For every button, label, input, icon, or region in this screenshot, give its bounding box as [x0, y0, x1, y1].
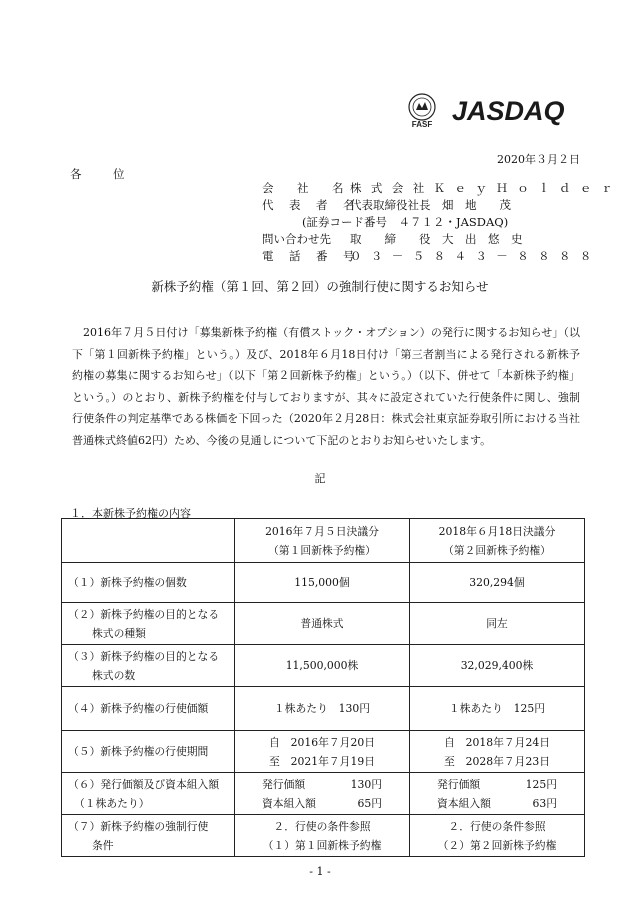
- header-col2-line2: （第２回新株予約権）: [443, 543, 551, 557]
- row7-value1-line2: （１）第１回新株予約権: [262, 838, 382, 852]
- emblem-label: FASF: [411, 120, 433, 129]
- company-name-value: 株式会社ＫｅｙＨｏｌｄｅｒ: [350, 181, 622, 195]
- table-row: [62, 603, 585, 645]
- stock-code-row: [262, 214, 582, 230]
- row4-value1: １株あたり 130円: [235, 687, 410, 731]
- row7-value2-line2: （２）第２回新株予約権: [437, 838, 557, 852]
- row5-value2-to: 至 2028年７月23日: [444, 754, 550, 768]
- stock-code-value: (証券コード番号 ４７１２・JASDAQ): [302, 215, 509, 229]
- row6-label: [62, 773, 235, 815]
- table-row: [62, 731, 585, 773]
- row3-value2: 32,029,400株: [410, 645, 585, 687]
- row6-value2: [410, 773, 585, 815]
- header-col2-line1: 2018年６月18日決議分: [438, 524, 556, 538]
- representative-label: 代 表 者 名: [262, 198, 357, 212]
- row5-value1-to: 至 2021年７月19日: [269, 754, 375, 768]
- row5-value1-from: 自 2016年７月20日: [269, 735, 375, 749]
- row7-value2: [410, 815, 585, 857]
- issue-date: 2020年３月２日: [497, 153, 580, 166]
- row6-value1-issue: 130円: [350, 777, 382, 791]
- row6-value2-issue-label: 発行価額: [437, 777, 481, 791]
- contact-label: 問い合わせ先: [262, 232, 331, 246]
- table-row: [62, 687, 585, 731]
- phone-label: 電 話 番 号: [262, 249, 357, 263]
- row3-label-line2: 株式の数: [92, 668, 136, 682]
- row2-label-line2: 株式の種類: [92, 626, 146, 640]
- body-paragraph: 2016年７月５日付け「募集新株予約権（有償ストック・オプション）の発行に関するお知らせ」（以下「第１回新株予約権」という。）及び、2018年６月18日付け「第三者割当による発行される新株予約権の募集に関するお知らせ」（以下「第２回新株予約権」という。）（以下、併せて「本新株予約権」という。）のとおり、新株予約権を付与しておりますが、其々に設定されていた行使条件に関し、強制行使条件の判定基準である株価を下回った（2020年２月28日：株式会社東京証券取引所における当社普通株式終値62円）ため、今後の見通しについて下記のとおりお知らせいたします。: [72, 326, 580, 447]
- row3-value1: 11,500,000株: [235, 645, 410, 687]
- row3-label: [62, 645, 235, 687]
- row7-label: [62, 815, 235, 857]
- table-row: [62, 815, 585, 857]
- table-header-row: [62, 519, 585, 563]
- fasf-emblem-icon: [398, 90, 446, 130]
- table-row: [62, 645, 585, 687]
- header-col2: [410, 519, 585, 563]
- representative-value: 代表取締役社長 畑 地 茂: [350, 198, 511, 212]
- table-row: [62, 563, 585, 603]
- row7-value1: [235, 815, 410, 857]
- recipients: 各 位: [70, 167, 135, 181]
- table-row: [62, 773, 585, 815]
- row6-value1-capital-label: 資本組入額: [262, 796, 316, 810]
- phone-value: ０３－５８４３－８８８８: [350, 249, 601, 263]
- row6-value1-issue-label: 発行価額: [262, 777, 306, 791]
- company-name-label: 会 社 名: [262, 181, 350, 195]
- jasdaq-wordmark: JASDAQ: [452, 96, 565, 126]
- row6-value2-capital: 63円: [532, 796, 557, 810]
- row7-value1-line1: ２．行使の条件参照: [273, 819, 371, 833]
- ki-marker: 記: [314, 472, 326, 485]
- row2-value2: 同左: [410, 603, 585, 645]
- row6-label-line1: （６）発行価額及び資本組入額: [68, 777, 220, 791]
- page-number: - 1 -: [309, 865, 331, 878]
- contact-value: 取 締 役 大 出 悠 史: [350, 232, 523, 246]
- row3-label-line1: （３）新株予約権の目的となる: [68, 649, 220, 663]
- row4-value2: １株あたり 125円: [410, 687, 585, 731]
- row2-label: [62, 603, 235, 645]
- row5-label: （５）新株予約権の行使期間: [62, 731, 235, 773]
- row2-value1: 普通株式: [235, 603, 410, 645]
- company-name-row: [262, 180, 622, 196]
- row4-label: （４）新株予約権の行使価額: [62, 687, 235, 731]
- row6-value2-capital-label: 資本組入額: [437, 796, 491, 810]
- header-col1: [235, 519, 410, 563]
- row6-value1: [235, 773, 410, 815]
- jasdaq-logo: [450, 90, 580, 130]
- row6-value1-grid: [262, 775, 382, 813]
- row2-label-line1: （２）新株予約権の目的となる: [68, 607, 220, 621]
- row6-value1-capital: 65円: [357, 796, 382, 810]
- row5-value2-from: 自 2018年７月24日: [444, 735, 550, 749]
- header-blank-cell: [62, 519, 235, 563]
- row6-label-line2: （１株あたり）: [74, 796, 150, 810]
- row6-value2-grid: [437, 775, 557, 813]
- contact-row: [262, 231, 582, 247]
- section-heading: １．本新株予約権の内容: [70, 507, 191, 520]
- row6-value2-issue: 125円: [525, 777, 557, 791]
- header-col1-line2: （第１回新株予約権）: [268, 543, 376, 557]
- stock-option-table: [61, 518, 585, 857]
- row1-label: （１）新株予約権の個数: [62, 563, 235, 603]
- row7-label-line2: 条件: [92, 838, 114, 852]
- document-title: 新株予約権（第１回、第２回）の強制行使に関するお知らせ: [151, 279, 489, 294]
- row1-value1: 115,000個: [235, 563, 410, 603]
- phone-row: [262, 248, 601, 264]
- row7-label-line1: （７）新株予約権の強制行使: [68, 819, 209, 833]
- representative-row: [262, 197, 582, 213]
- row5-value2: [410, 731, 585, 773]
- row1-value2: 320,294個: [410, 563, 585, 603]
- header-col1-line1: 2016年７月５日決議分: [265, 524, 379, 538]
- row7-value2-line1: ２．行使の条件参照: [448, 819, 546, 833]
- row5-value1: [235, 731, 410, 773]
